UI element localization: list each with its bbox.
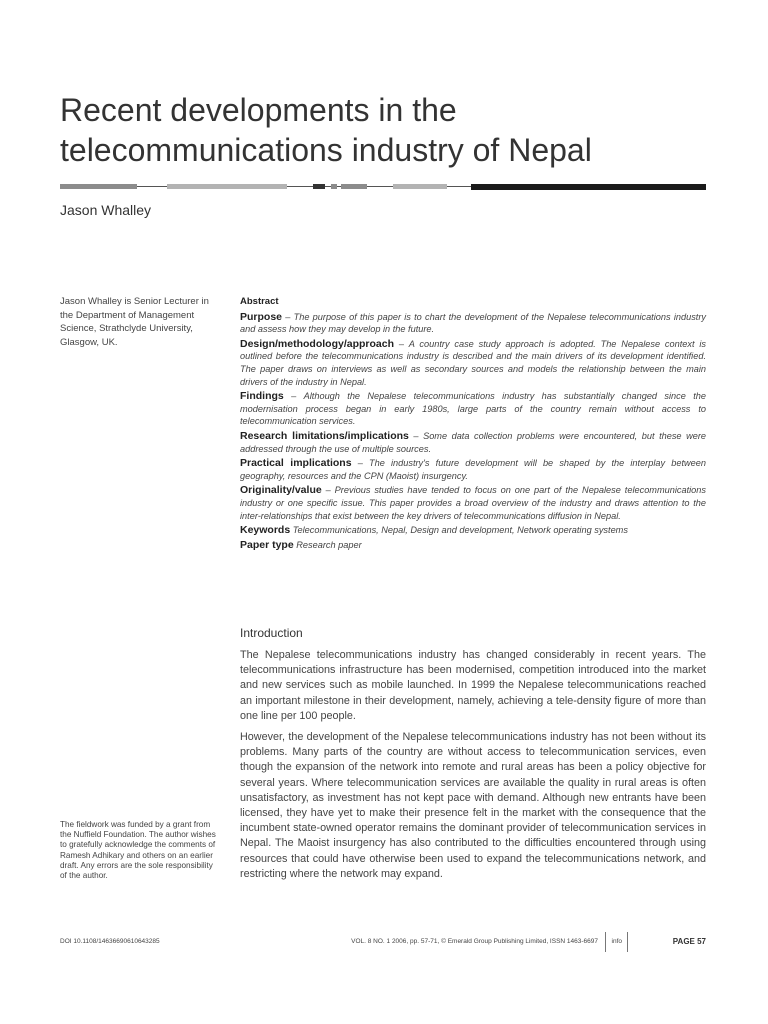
footer-journal-name: info bbox=[611, 938, 622, 945]
abstract-dash: – bbox=[291, 391, 297, 402]
abstract-item-purpose bbox=[240, 311, 706, 336]
abstract-dash: – bbox=[325, 485, 331, 496]
footer-page-number: PAGE 57 bbox=[672, 937, 706, 946]
rule-segment bbox=[167, 184, 287, 189]
abstract-text: A country case study approach is adopted. The Nepalese context is outlined before the telecommunications industry is described and the main drivers of its development identified. The paper draws on interviews as well as secondary sources and models the relationship between the main drivers of the industry in Nepal. bbox=[240, 338, 706, 387]
footer-divider bbox=[605, 932, 606, 952]
rule-segment bbox=[60, 184, 137, 189]
footer-divider bbox=[627, 932, 628, 952]
abstract-label: Purpose bbox=[240, 310, 283, 323]
abstract-text: The industry's future development will be shaped by the interplay between geography, resources and the CPN (Maoist) insurgency. bbox=[240, 458, 706, 481]
introduction-paragraph: The Nepalese telecommunications industry has changed considerably in recent years. The telecommunications infrastructure has been modernised, competition introduced into the market and new services such as mobile launched. In 1999 the Nepalese telecommunications reached an important milestone in their development, namely, achieving a tele-density figure of more than one line per 100 people. bbox=[240, 649, 706, 722]
abstract-dash: – bbox=[357, 458, 363, 469]
funding-note: The fieldwork was funded by a grant from the Nuffield Foundation. The author wishes to gratefully acknowledge the comments of Ramesh Adhikary and others on an earlier draft. Any errors are the sole responsibility of the author. bbox=[60, 820, 216, 881]
abstract-label: Design/methodology/approach bbox=[240, 337, 395, 350]
abstract-item-practical bbox=[240, 457, 706, 482]
rule-segment bbox=[137, 186, 167, 187]
footer-doi: DOI 10.1108/14636690610643285 bbox=[60, 938, 160, 945]
abstract-label: Findings bbox=[240, 390, 284, 403]
abstract-item-findings bbox=[240, 390, 706, 428]
abstract-text: The purpose of this paper is to chart the development of the Nepalese telecommunications industry and assess how they may develop in the future. bbox=[240, 311, 706, 335]
rule-segment bbox=[287, 186, 313, 187]
author-bio: Jason Whalley is Senior Lecturer in the Department of Management Science, Strathclyde University, Glasgow, UK. bbox=[60, 296, 209, 348]
article-title: Recent developments in the telecommunications industry of Nepal bbox=[60, 92, 592, 168]
introduction-heading: Introduction bbox=[240, 626, 303, 640]
abstract-item-limitations bbox=[240, 430, 706, 455]
abstract-dash: – bbox=[398, 338, 404, 349]
abstract-text: Telecommunications, Nepal, Design and development, Network operating systems bbox=[292, 525, 628, 536]
introduction-paragraph: However, the development of the Nepalese telecommunications industry has not been without its problems. Many parts of the country are without access to telecommunication services, even though the expansion of the network into remote and rural areas has been a policy objective for several years. Where telecommunication services are available the quality in rural areas is often unsatisfactory, as investment has not kept pace with demand. Although new entrants have been licensed, they have yet to make their presence felt in the market with the consequence that the incumbent state-owned operator remains the dominant provider of telecommunication services in Nepal. The Maoist insurgency has also contributed to the difficulties encountered through using resources that could have otherwise been used to expand the telecommunications network, and restricting where the network may expand. bbox=[240, 731, 706, 880]
abstract-heading: Abstract bbox=[240, 296, 279, 307]
abstract-text: Research paper bbox=[296, 539, 362, 550]
abstract-item-paper-type bbox=[240, 539, 706, 552]
abstract-section bbox=[240, 296, 706, 553]
abstract-label: Paper type bbox=[240, 538, 294, 551]
abstract-dash: – bbox=[413, 430, 419, 441]
abstract-label: Research limitations/implications bbox=[240, 429, 409, 442]
abstract-item-originality bbox=[240, 484, 706, 522]
author-name: Jason Whalley bbox=[60, 202, 152, 218]
footer-volume-info: VOL. 8 NO. 1 2006, pp. 57-71, © Emerald Group Publishing Limited, ISSN 1463-6697 bbox=[351, 938, 598, 945]
abstract-text: Some data collection problems were encountered, but these were addressed through the use of multiple sources. bbox=[240, 430, 706, 454]
abstract-text: Although the Nepalese telecommunications industry has substantially changed since the modernisation process began in early 1980s, large parts of the country remain without access to telecommunication services. bbox=[240, 391, 706, 427]
rule-segment bbox=[367, 186, 393, 187]
abstract-label: Originality/value bbox=[240, 484, 322, 497]
rule-segment bbox=[471, 184, 706, 190]
rule-segment bbox=[313, 184, 325, 189]
abstract-text: Previous studies have tended to focus on one part of the Nepalese telecommunications industry or one specific issue. This paper provides a broad overview of the industry and draws attention to the inter-relationships that exist between the key drivers of telecommunications diffusion in Nepal. bbox=[240, 485, 706, 521]
rule-segment bbox=[341, 184, 367, 189]
abstract-item-keywords bbox=[240, 524, 706, 537]
abstract-label: Keywords bbox=[240, 524, 291, 537]
rule-segment bbox=[393, 184, 447, 189]
abstract-item-design bbox=[240, 338, 706, 388]
abstract-dash: – bbox=[285, 311, 291, 322]
abstract-label: Practical implications bbox=[240, 457, 352, 470]
rule-segment bbox=[447, 186, 471, 187]
page-footer bbox=[60, 932, 706, 952]
title-divider-rule bbox=[60, 184, 706, 190]
